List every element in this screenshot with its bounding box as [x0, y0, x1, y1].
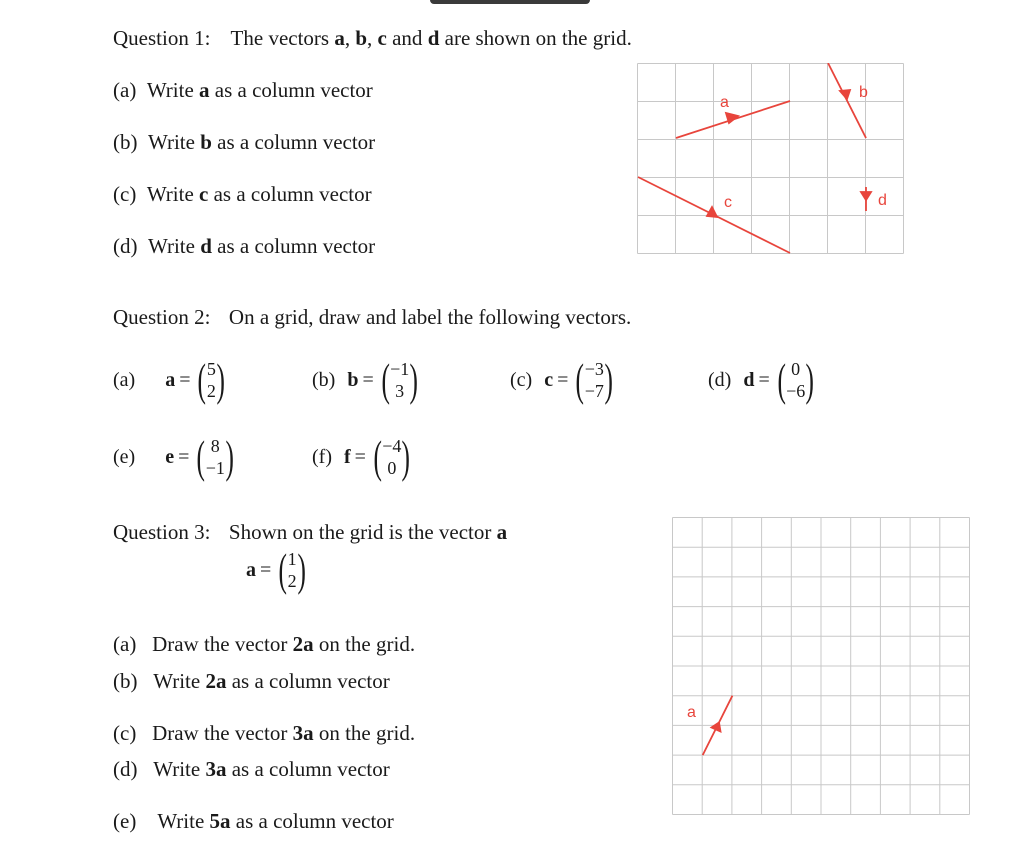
q1-part-a	[113, 80, 373, 101]
part-label: (b)	[113, 669, 138, 693]
column-vector	[786, 358, 805, 402]
vector-top: 1	[287, 549, 297, 569]
part-vec: b	[200, 130, 212, 154]
part-pre: Draw the vector	[152, 721, 293, 745]
right-paren: )	[216, 354, 225, 405]
equals-sign: =	[362, 368, 374, 391]
right-paren: )	[401, 431, 411, 482]
q1-prompt-vec-b: b	[355, 26, 368, 50]
part-label: (c)	[113, 182, 137, 206]
column-vector	[382, 435, 401, 479]
vector-d-arrow	[861, 187, 871, 211]
part-post: as a column vector	[211, 130, 376, 154]
vector-bottom: 2	[206, 381, 216, 401]
part-vec: 2a	[205, 669, 227, 693]
right-paren: )	[225, 431, 234, 482]
part-post: as a column vector	[226, 757, 390, 781]
vector-top: −3	[584, 359, 604, 379]
vector-name: a	[165, 368, 176, 391]
vector-bottom: 3	[395, 381, 405, 401]
q2-vector-b	[312, 354, 422, 405]
vector-bottom: 0	[387, 458, 397, 478]
q1-prompt-and: and	[386, 26, 428, 50]
top-bar	[0, 0, 1024, 6]
grid-label-a: a	[720, 94, 729, 111]
vector-top: 0	[791, 359, 801, 379]
part-post: as a column vector	[208, 182, 372, 206]
q3-vector-a	[246, 544, 309, 595]
part-label: (e)	[113, 445, 136, 468]
vector-name: c	[544, 368, 554, 391]
part-vec: 3a	[292, 721, 314, 745]
part-label: (d)	[113, 234, 138, 258]
q2-vector-c	[510, 354, 616, 405]
q1-part-b	[113, 132, 375, 153]
part-vec: 3a	[205, 757, 227, 781]
q2-vector-f	[312, 431, 414, 482]
equals-sign: =	[758, 368, 770, 391]
equals-sign: =	[260, 558, 272, 581]
part-label: (d)	[708, 368, 732, 391]
vector-top: 8	[210, 436, 220, 456]
q1-prompt-sep1: ,	[344, 26, 356, 50]
q3-part-e	[113, 811, 394, 832]
left-paren: (	[197, 354, 207, 405]
part-pre: Write	[153, 757, 206, 781]
part-vec: 5a	[209, 809, 231, 833]
part-vec: d	[200, 234, 212, 258]
q2-vector-a	[113, 354, 228, 405]
column-vector	[288, 548, 297, 592]
vector-bottom: −6	[786, 381, 806, 401]
q3-part-d	[113, 759, 390, 780]
left-paren: (	[575, 354, 585, 405]
left-paren: (	[278, 544, 288, 595]
part-label: (b)	[113, 130, 138, 154]
part-pre: Write	[153, 669, 206, 693]
right-paren: )	[409, 354, 419, 405]
q1-part-c	[113, 184, 372, 205]
part-post: on the grid.	[313, 632, 416, 656]
q2-prompt: On a grid, draw and label the following vectors.	[228, 305, 632, 329]
q2-heading	[113, 307, 631, 328]
grid-label-c: c	[724, 194, 732, 211]
vector-top: −1	[390, 359, 410, 379]
vector-name: a	[246, 558, 256, 581]
grid-label-a: a	[687, 704, 696, 721]
part-post: as a column vector	[211, 234, 376, 258]
column-vector	[207, 358, 216, 402]
vector-top: 5	[206, 359, 216, 379]
part-vec: a	[199, 78, 210, 102]
q3-part-a	[113, 634, 415, 655]
q3-prompt-vec: a	[496, 520, 508, 544]
vector-bottom: −7	[584, 381, 604, 401]
part-label: (b)	[312, 368, 336, 391]
part-label: (a)	[113, 632, 137, 656]
q2-vector-e	[113, 431, 237, 482]
q1-part-d	[113, 236, 375, 257]
right-paren: )	[604, 354, 613, 405]
q3-heading	[113, 522, 507, 543]
column-vector	[390, 358, 409, 402]
left-paren: (	[196, 431, 206, 482]
part-pre: Write	[148, 234, 201, 258]
vector-name: f	[343, 445, 351, 468]
q1-title: Question 1:	[113, 26, 211, 50]
part-vec: c	[199, 182, 209, 206]
grid-label-b: b	[859, 84, 868, 101]
part-pre: Draw the vector	[152, 632, 293, 656]
equals-sign: =	[354, 445, 366, 468]
equals-sign: =	[178, 445, 190, 468]
vector-name: b	[347, 368, 359, 391]
left-paren: (	[777, 354, 786, 405]
part-post: as a column vector	[230, 809, 394, 833]
q1-prompt-vec-d: d	[427, 26, 440, 50]
part-label: (a)	[113, 368, 136, 391]
part-pre: Write	[157, 809, 210, 833]
q3-title: Question 3:	[113, 520, 211, 544]
q1-heading	[113, 28, 632, 49]
q1-prompt-vec-a: a	[334, 26, 345, 50]
q1-vector-grid	[637, 63, 908, 256]
right-paren: )	[297, 544, 306, 595]
vector-name: e	[165, 445, 175, 468]
part-label: (a)	[113, 78, 137, 102]
q1-prompt-vec-c: c	[377, 26, 387, 50]
left-paren: (	[381, 354, 390, 405]
q2-title: Question 2:	[113, 305, 211, 329]
part-label: (c)	[113, 721, 137, 745]
q3-grid-lines	[673, 518, 970, 815]
vector-a-arrow	[676, 101, 790, 138]
part-pre: Write	[148, 130, 201, 154]
q1-prompt-post: are shown on the grid.	[439, 26, 632, 50]
q3-part-c	[113, 723, 415, 744]
column-vector	[206, 435, 225, 479]
part-label: (f)	[312, 445, 332, 468]
q1-prompt-pre: The vectors	[230, 26, 335, 50]
part-label: (e)	[113, 809, 137, 833]
part-post: as a column vector	[226, 669, 390, 693]
q3-part-b	[113, 671, 390, 692]
q3-vector-grid	[672, 517, 972, 819]
right-paren: )	[805, 354, 815, 405]
part-pre: Write	[146, 182, 200, 206]
window-notch	[430, 0, 590, 4]
q3-prompt-pre: Shown on the grid is the vector	[228, 520, 497, 544]
part-label: (d)	[113, 757, 138, 781]
equals-sign: =	[557, 368, 569, 391]
grid-label-d: d	[878, 192, 887, 209]
part-label: (c)	[510, 368, 533, 391]
left-paren: (	[373, 431, 382, 482]
column-vector	[585, 358, 604, 402]
vector-bottom: 2	[287, 571, 297, 591]
part-vec: 2a	[292, 632, 314, 656]
equals-sign: =	[179, 368, 191, 391]
vector-bottom: −1	[205, 458, 225, 478]
part-pre: Write	[146, 78, 200, 102]
part-post: on the grid.	[313, 721, 416, 745]
vector-name: d	[743, 368, 755, 391]
vector-top: −4	[382, 436, 402, 456]
q1-prompt-sep2: ,	[367, 26, 378, 50]
q2-vector-d	[708, 354, 818, 405]
part-post: as a column vector	[209, 78, 373, 102]
